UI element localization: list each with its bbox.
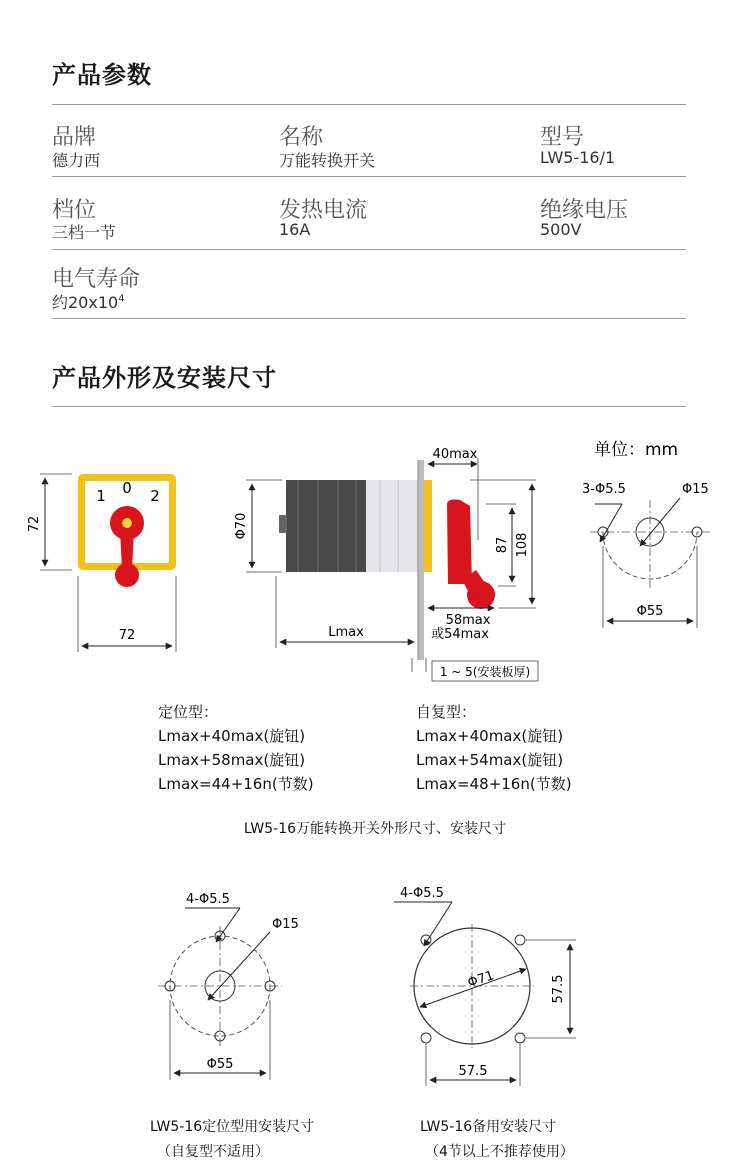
small-holes-label: 3-Φ5.5 <box>582 482 626 497</box>
fixed-caption-sub: （自复型不适用） <box>157 1144 269 1160</box>
param-label-voltage: 绝缘电压 <box>540 198 629 223</box>
small-pcd-label: Φ55 <box>636 604 664 619</box>
notes-self-title: 自复型： <box>416 703 477 721</box>
figure-caption: LW5-16万能转换开关外形尺寸、安装尺寸 <box>243 821 507 837</box>
max58-label: 58max <box>445 613 491 628</box>
notes-self-return <box>416 700 572 796</box>
notes-self-line: Lmax+40max(旋钮) <box>416 727 564 745</box>
notes-fixed-title: 定位型： <box>158 703 219 721</box>
dimension-drawings <box>0 420 750 710</box>
params-title: 产品参数 <box>52 61 152 89</box>
dimensions-title: 产品外形及安装尺寸 <box>52 364 277 392</box>
spare-caption: LW5-16备用安装尺寸 <box>420 1119 557 1135</box>
param-label-name: 名称 <box>279 125 324 150</box>
param-value-life <box>52 290 125 313</box>
side-knob <box>447 500 472 585</box>
notes-self-line: Lmax=48+16n(节数) <box>416 775 572 793</box>
param-value-life-exp: 4 <box>118 293 125 305</box>
divider <box>52 104 686 105</box>
lmax-label: Lmax <box>328 625 364 640</box>
param-label-model: 型号 <box>540 125 585 150</box>
mount-small <box>582 482 712 628</box>
h87-label: 87 <box>495 536 510 554</box>
side-view <box>234 447 538 681</box>
param-value-current: 16A <box>279 220 311 239</box>
front-height-label: 72 <box>27 515 42 533</box>
fixed-center-label: Φ15 <box>272 917 299 932</box>
spare-dia-label: Φ71 <box>465 968 496 991</box>
mount-fixed <box>158 892 299 1080</box>
param-value-voltage: 500V <box>540 220 582 239</box>
unit-label: 单位：mm <box>594 440 679 460</box>
mount-plate <box>418 460 424 660</box>
param-label-brand: 品牌 <box>52 125 97 150</box>
param-value-brand: 德力西 <box>52 151 101 170</box>
plate-label: 1 ~ 5(安装板厚) <box>439 665 531 679</box>
param-value-model: LW5-16/1 <box>540 148 616 167</box>
knob-depth-label: 40max <box>432 447 478 462</box>
side-dia-label: Φ70 <box>234 512 249 540</box>
fixed-caption: LW5-16定位型用安装尺寸 <box>150 1119 315 1135</box>
notes-self-line: Lmax+54max(旋钮) <box>416 751 564 769</box>
front-view <box>27 474 176 652</box>
param-label-position: 档位 <box>52 198 97 223</box>
notes-fixed-line: Lmax=44+16n(节数) <box>158 775 314 793</box>
max54-label: 或54max <box>431 627 489 642</box>
switch-collar <box>366 480 418 572</box>
spare-h-label: 57.5 <box>551 974 566 1004</box>
divider <box>52 318 686 319</box>
mount-spare <box>394 886 576 1086</box>
notes-fixed-line: Lmax+40max(旋钮) <box>158 727 306 745</box>
fixed-holes-label: 4-Φ5.5 <box>186 892 230 907</box>
fixed-pcd-label: Φ55 <box>206 1057 234 1072</box>
divider <box>52 406 686 407</box>
param-value-name: 万能转换开关 <box>279 151 376 170</box>
spare-caption-sub: （4节以上不推荐使用） <box>425 1144 574 1160</box>
pos-label-0: 0 <box>122 479 132 497</box>
param-label-life: 电气寿命 <box>52 267 141 292</box>
notes-fixed-line: Lmax+58max(旋钮) <box>158 751 306 769</box>
small-center-label: Φ15 <box>682 482 709 497</box>
param-value-life-text: 约20x10 <box>52 293 119 312</box>
pos-label-2: 2 <box>150 487 160 505</box>
param-label-current: 发热电流 <box>279 198 368 223</box>
pos-label-1: 1 <box>96 487 106 505</box>
spare-w-label: 57.5 <box>458 1064 488 1079</box>
spare-holes-label: 4-Φ5.5 <box>400 886 444 901</box>
h108-label: 108 <box>515 532 530 558</box>
mount-drawings <box>0 870 750 1100</box>
front-width-label: 72 <box>118 628 136 643</box>
param-value-position: 三档一节 <box>52 223 117 242</box>
divider <box>52 176 686 177</box>
knob-handle <box>115 563 139 587</box>
divider <box>52 249 686 250</box>
notes-fixed <box>158 700 314 796</box>
